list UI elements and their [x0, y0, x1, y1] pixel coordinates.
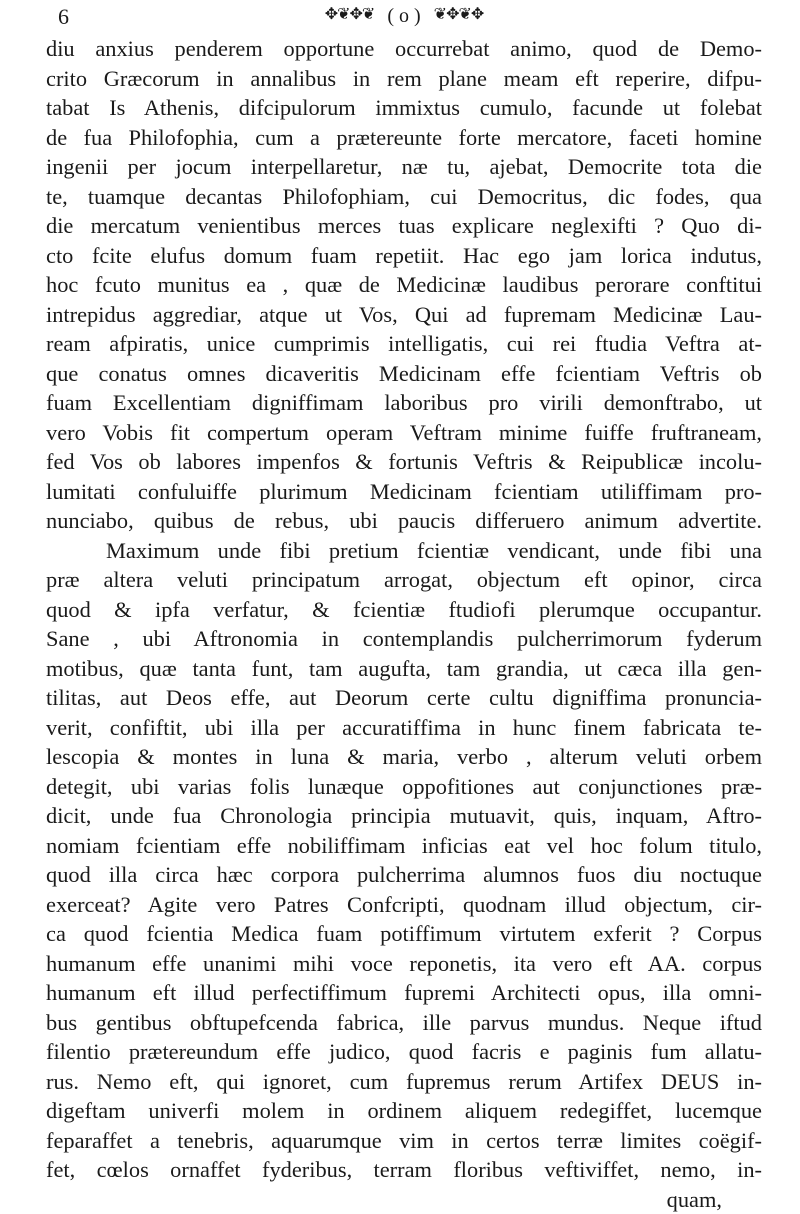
- text-line: rus. Nemo eft, qui ignoret, cum fupremus rerum Artifex DEUS in-: [46, 1067, 762, 1097]
- text-line: te, tuamque decantas Philofophiam, cui Democritus, dic fodes, qua: [46, 182, 762, 212]
- text-line: digeftam univerfi molem in ordinem aliquem redegiffet, lucemque: [46, 1096, 762, 1126]
- page-header: [46, 0, 762, 34]
- text-line: tilitas, aut Deos effe, aut Deorum certe cultu digniffima pronuncia-: [46, 683, 762, 713]
- page-number: 6: [58, 4, 69, 30]
- text-line: intrepidus aggrediar, atque ut Vos, Qui ad fupremam Medicinæ Lau-: [46, 300, 762, 330]
- running-head: [46, 4, 762, 28]
- text-line: præ altera veluti principatum arrogat, objectum eft opinor, circa: [46, 565, 762, 595]
- text-line: quod illa circa hæc corpora pulcherrima alumnos fuos diu noctuque: [46, 860, 762, 890]
- text-line: die mercatum venientibus merces tuas explicare neglexifti ? Quo di-: [46, 211, 762, 241]
- text-line: motibus, quæ tanta funt, tam augufta, tam grandia, ut cæca illa gen-: [46, 654, 762, 684]
- text-line: humanum eft illud perfectiffimum fupremi Architecti opus, illa omni-: [46, 978, 762, 1008]
- body-text: [46, 34, 762, 1214]
- text-line: cto fcite elufus domum fuam repetiit. Hac ego jam lorica indutus,: [46, 241, 762, 271]
- text-line: hoc fcuto munitus ea , quæ de Medicinæ laudibus perorare conftitui: [46, 270, 762, 300]
- text-line: lumitati confuluiffe plurimum Medicinam fcientiam utiliffimam pro-: [46, 477, 762, 507]
- text-line: nomiam fcientiam effe nobiliffimam inficias eat vel hoc folum titulo,: [46, 831, 762, 861]
- text-line: que conatus omnes dicaveritis Medicinam effe fcientiam Veftris ob: [46, 359, 762, 389]
- text-line: crito Græcorum in annalibus in rem plane meam eft reperire, difpu-: [46, 64, 762, 94]
- text-line: exerceat? Agite vero Patres Confcripti, quodnam illud objectum, cir-: [46, 890, 762, 920]
- text-line: humanum effe unanimi mihi voce reponetis, ita vero eft AA. corpus: [46, 949, 762, 979]
- text-line: detegit, ubi varias folis lunæque oppofitiones aut conjunctiones præ-: [46, 772, 762, 802]
- text-line: lescopia & montes in luna & maria, verbo , alterum veluti orbem: [46, 742, 762, 772]
- text-line: quam,: [46, 1185, 762, 1214]
- ornament-left: ✥❦✥❦: [325, 4, 375, 24]
- text-line: filentio prætereundum effe judico, quod facris e paginis fum allatu-: [46, 1037, 762, 1067]
- text-line: fet, cœlos ornaffet fyderibus, terram floribus veftiviffet, nemo, in-: [46, 1155, 762, 1185]
- text-line: de fua Philofophia, cum a prætereunte forte mercatore, faceti homine: [46, 123, 762, 153]
- text-line: ream afpiratis, unice cumprimis intelligatis, cui rei ftudia Veftra at-: [46, 329, 762, 359]
- text-line: tabat Is Athenis, difcipulorum immixtus cumulo, facunde ut folebat: [46, 93, 762, 123]
- text-line: fuam Excellentiam digniffimam laboribus pro virili demonftrabo, ut: [46, 388, 762, 418]
- text-line: Sane , ubi Aftronomia in contemplandis pulcherrimorum fyderum: [46, 624, 762, 654]
- text-line: ca quod fcientia Medica fuam potiffimum virtutem exferit ? Corpus: [46, 919, 762, 949]
- text-line: quod & ipfa verfatur, & fcientiæ ftudiofi plerumque occupantur.: [46, 595, 762, 625]
- text-line: fed Vos ob labores impenfos & fortunis Veftris & Reipublicæ incolu-: [46, 447, 762, 477]
- text-line: feparaffet a tenebris, aquarumque vim in certos terræ limites coëgif-: [46, 1126, 762, 1156]
- text-line: nunciabo, quibus de rebus, ubi paucis differuero animum advertite.: [46, 506, 762, 536]
- text-line: verit, confiftit, ubi illa per accuratiffima in hunc finem fabricata te-: [46, 713, 762, 743]
- text-line: Maximum unde fibi pretium fcientiæ vendicant, unde fibi una: [46, 536, 762, 566]
- text-line: vero Vobis fit compertum operam Veftram minime fuiffe fruftraneam,: [46, 418, 762, 448]
- running-head-text: ( o ): [387, 5, 420, 27]
- ornament-right: ❦✥❦✥: [434, 4, 484, 24]
- text-line: ingenii per jocum interpellaretur, næ tu, ajebat, Democrite tota die: [46, 152, 762, 182]
- text-line: bus gentibus obftupefcenda fabrica, ille parvus mundus. Neque iftud: [46, 1008, 762, 1038]
- text-line: diu anxius penderem opportune occurrebat animo, quod de Demo-: [46, 34, 762, 64]
- text-line: dicit, unde fua Chronologia principia mutuavit, quis, inquam, Aftro-: [46, 801, 762, 831]
